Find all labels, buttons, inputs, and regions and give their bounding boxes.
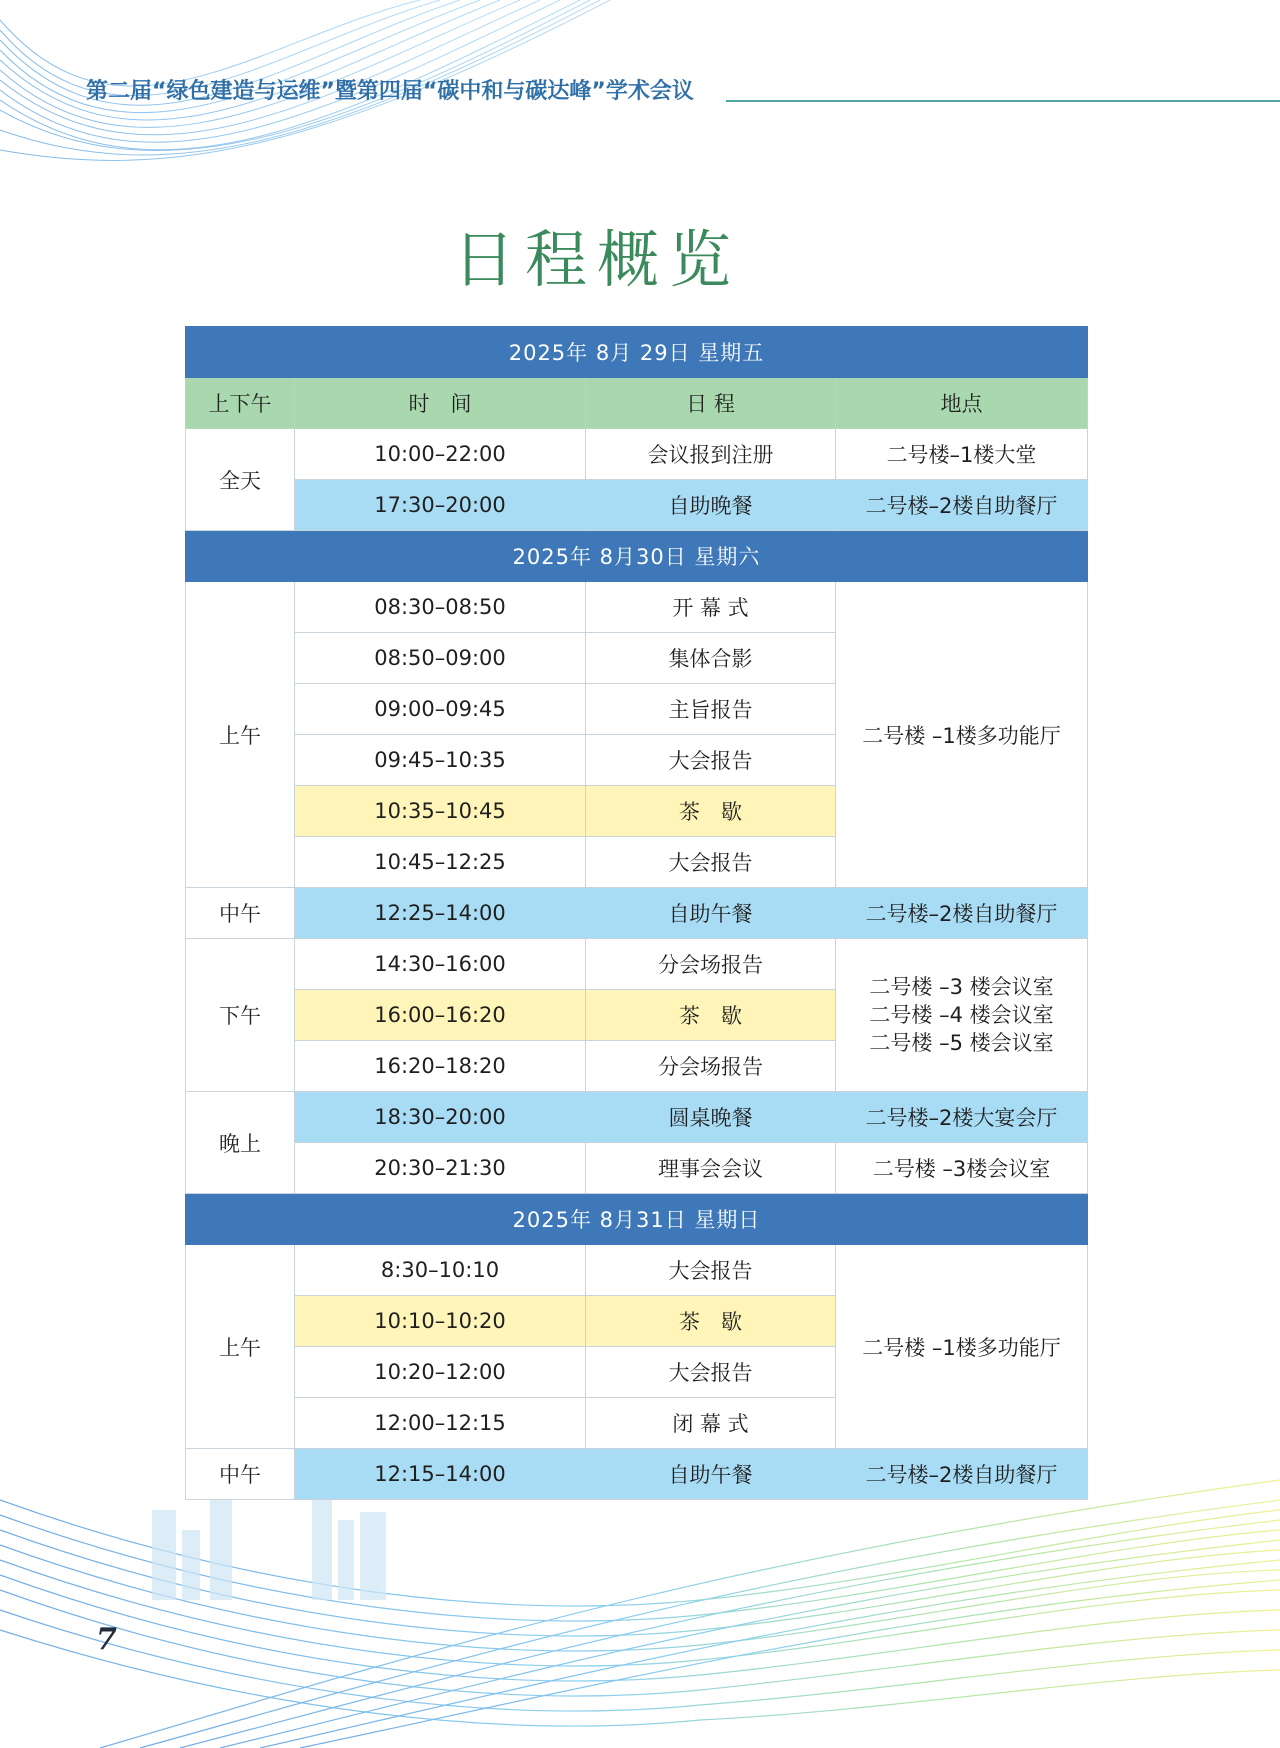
period-cell: 晚上 [186,1092,295,1194]
time-cell: 10:10–10:20 [295,1296,586,1347]
column-header-period: 上下午 [186,378,295,429]
column-header-event: 日 程 [586,378,836,429]
table-row [186,888,1088,939]
header-divider [726,100,1280,102]
event-cell: 圆桌晚餐 [586,1092,836,1143]
table-row [186,480,1088,531]
table-row [186,429,1088,480]
table-row [186,582,1088,633]
location-cell: 二号楼–2楼自助餐厅 [836,480,1088,531]
period-cell: 上午 [186,1245,295,1449]
column-header-row [186,378,1088,429]
time-cell: 10:35–10:45 [295,786,586,837]
event-cell: 大会报告 [586,1245,836,1296]
bottom-wave [0,1480,1280,1748]
period-cell: 中午 [186,888,295,939]
time-cell: 09:00–09:45 [295,684,586,735]
event-cell: 自助午餐 [586,888,836,939]
day-header: 2025年 8月31日 星期日 [186,1194,1088,1245]
schedule-table [185,326,1088,1500]
column-header-location: 地点 [836,378,1088,429]
page-number: 7 [96,1622,117,1657]
event-cell: 分会场报告 [586,939,836,990]
time-cell: 17:30–20:00 [295,480,586,531]
event-cell: 茶 歇 [586,786,836,837]
period-cell: 上午 [186,582,295,888]
day-header: 2025年 8月30日 星期六 [186,531,1088,582]
time-cell: 09:45–10:35 [295,735,586,786]
table-row [186,1449,1088,1500]
time-cell: 12:25–14:00 [295,888,586,939]
event-cell: 会议报到注册 [586,429,836,480]
event-cell: 自助午餐 [586,1449,836,1500]
day-header-row [186,327,1088,378]
time-cell: 10:20–12:00 [295,1347,586,1398]
location-cell: 二号楼 –1楼多功能厅 [836,582,1088,888]
event-cell: 茶 歇 [586,990,836,1041]
table-row [186,1092,1088,1143]
event-cell: 分会场报告 [586,1041,836,1092]
location-line: 二号楼 –5 楼会议室 [869,1031,1054,1055]
column-header-time: 时 间 [295,378,586,429]
location-cell: 二号楼–1楼大堂 [836,429,1088,480]
time-cell: 20:30–21:30 [295,1143,586,1194]
table-row [186,939,1088,990]
day-header-row [186,1194,1088,1245]
event-cell: 茶 歇 [586,1296,836,1347]
time-cell: 14:30–16:00 [295,939,586,990]
time-cell: 08:50–09:00 [295,633,586,684]
location-line: 二号楼 –3 楼会议室 [869,975,1054,999]
location-cell: 二号楼 –3楼会议室 [836,1143,1088,1194]
location-cell [836,939,1088,1092]
table-row [186,1245,1088,1296]
page-title: 日程概览 [452,223,741,296]
time-cell: 08:30–08:50 [295,582,586,633]
location-line: 二号楼 –4 楼会议室 [869,1003,1054,1027]
conference-header-title: 第二届“绿色建造与运维”暨第四届“碳中和与碳达峰”学术会议 [86,79,694,104]
event-cell: 集体合影 [586,633,836,684]
event-cell: 开 幕 式 [586,582,836,633]
location-cell: 二号楼–2楼自助餐厅 [836,1449,1088,1500]
day-header-row [186,531,1088,582]
time-cell: 10:45–12:25 [295,837,586,888]
time-cell: 16:00–16:20 [295,990,586,1041]
time-cell: 12:00–12:15 [295,1398,586,1449]
event-cell: 理事会会议 [586,1143,836,1194]
event-cell: 主旨报告 [586,684,836,735]
event-cell: 大会报告 [586,837,836,888]
event-cell: 自助晚餐 [586,480,836,531]
city-skyline [152,1495,386,1600]
time-cell: 8:30–10:10 [295,1245,586,1296]
location-cell: 二号楼 –1楼多功能厅 [836,1245,1088,1449]
period-cell: 下午 [186,939,295,1092]
day-header: 2025年 8月 29日 星期五 [186,327,1088,378]
location-cell: 二号楼–2楼自助餐厅 [836,888,1088,939]
location-cell: 二号楼–2楼大宴会厅 [836,1092,1088,1143]
time-cell: 12:15–14:00 [295,1449,586,1500]
event-cell: 大会报告 [586,735,836,786]
event-cell: 闭 幕 式 [586,1398,836,1449]
period-cell: 全天 [186,429,295,531]
table-row [186,1143,1088,1194]
event-cell: 大会报告 [586,1347,836,1398]
time-cell: 16:20–18:20 [295,1041,586,1092]
time-cell: 10:00–22:00 [295,429,586,480]
period-cell: 中午 [186,1449,295,1500]
time-cell: 18:30–20:00 [295,1092,586,1143]
